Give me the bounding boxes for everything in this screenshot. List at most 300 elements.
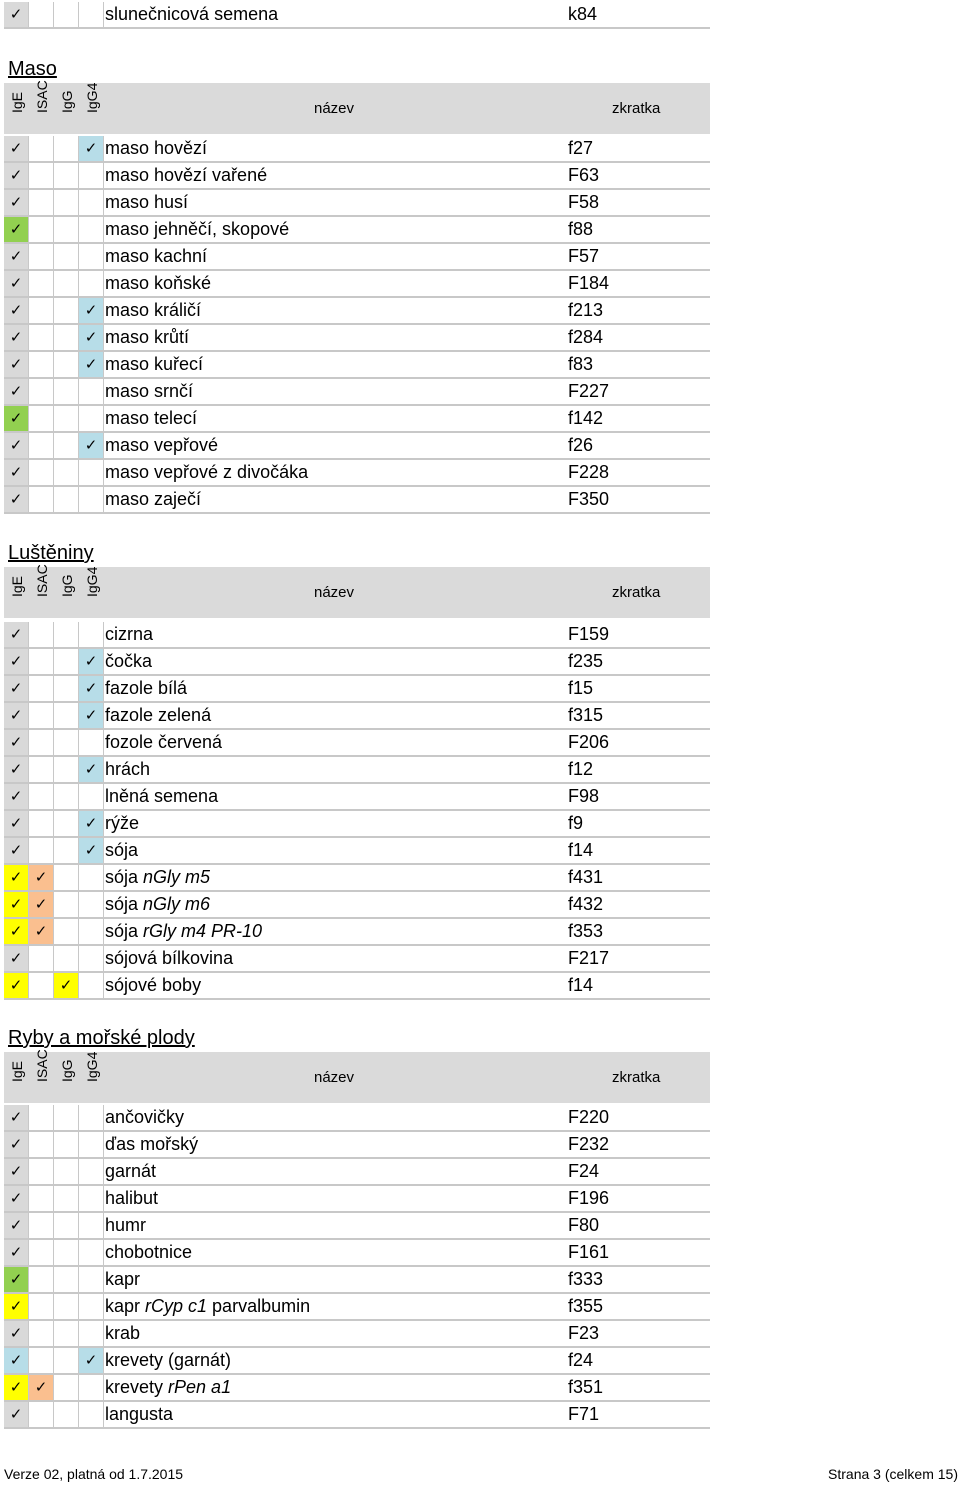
table-row <box>4 973 710 1000</box>
allergen-code: f213 <box>568 300 604 320</box>
allergen-code: F184 <box>568 273 610 293</box>
allergen-name: krevety (garnát) <box>105 1350 232 1370</box>
cell-igg <box>54 298 79 323</box>
cell-igg <box>54 703 79 728</box>
cell-isac <box>29 1402 54 1427</box>
allergen-code: f9 <box>568 813 584 833</box>
cell-igg4 <box>79 946 104 971</box>
check-ige-icon: ✓ <box>4 1321 29 1346</box>
header-code: zkratka <box>612 584 661 601</box>
cell-isac <box>29 352 54 377</box>
check-ige-icon: ✓ <box>4 919 29 944</box>
table-row <box>4 190 710 217</box>
cell-isac <box>29 244 54 269</box>
check-ige-icon: ✓ <box>4 1402 29 1427</box>
table-row <box>4 136 710 163</box>
cell-isac <box>29 1348 54 1373</box>
allergen-code: f27 <box>568 138 594 158</box>
check-ige-icon: ✓ <box>4 2 29 27</box>
cell-igg4 <box>79 2 104 27</box>
table-row <box>4 460 710 487</box>
header-igg: IgG <box>59 1059 75 1082</box>
cell-igg <box>54 946 79 971</box>
cell-isac <box>29 406 54 431</box>
table-row <box>4 379 710 406</box>
header-igg4: IgG4 <box>84 1051 100 1082</box>
cell-isac <box>29 217 54 242</box>
allergen-name: maso srnčí <box>105 381 194 401</box>
table-row <box>4 1213 710 1240</box>
check-igg4-icon: ✓ <box>79 433 104 458</box>
section-title: Maso <box>8 58 57 80</box>
allergen-name: ďas mořský <box>105 1134 199 1154</box>
check-ige-icon: ✓ <box>4 217 29 242</box>
allergen-code: F227 <box>568 381 610 401</box>
check-igg4-icon: ✓ <box>79 703 104 728</box>
allergen-code: F196 <box>568 1188 610 1208</box>
check-ige-icon: ✓ <box>4 1105 29 1130</box>
allergen-code: F58 <box>568 192 600 212</box>
table-row <box>4 838 710 865</box>
allergen-name: maso kachní <box>105 246 208 266</box>
table-row <box>4 298 710 325</box>
check-igg4-icon: ✓ <box>79 811 104 836</box>
cell-igg <box>54 433 79 458</box>
cell-igg4 <box>79 244 104 269</box>
header-isac: ISAC <box>34 1049 50 1082</box>
table-row <box>4 757 710 784</box>
allergen-name: humr <box>105 1215 147 1235</box>
table-row <box>4 163 710 190</box>
table-row <box>4 946 710 973</box>
check-igg4-icon: ✓ <box>79 757 104 782</box>
cell-isac <box>29 1294 54 1319</box>
cell-igg <box>54 1402 79 1427</box>
check-ige-icon: ✓ <box>4 190 29 215</box>
allergen-name: maso zaječí <box>105 489 202 509</box>
allergen-name: krab <box>105 1323 141 1343</box>
table-row <box>4 676 710 703</box>
header-name: název <box>314 100 355 117</box>
header-code: zkratka <box>612 1069 661 1086</box>
check-igg4-icon: ✓ <box>79 649 104 674</box>
cell-igg <box>54 379 79 404</box>
check-igg4-icon: ✓ <box>79 1348 104 1373</box>
allergen-name: sójová bílkovina <box>105 948 234 968</box>
check-ige-icon: ✓ <box>4 1159 29 1184</box>
section-title: Luštěniny <box>8 542 94 564</box>
allergen-code: f12 <box>568 759 594 779</box>
allergen-code: F217 <box>568 948 610 968</box>
cell-igg4 <box>79 730 104 755</box>
allergen-name: sója rGly m4 PR-10 <box>105 921 263 941</box>
table-row <box>4 487 710 514</box>
cell-igg <box>54 352 79 377</box>
check-ige-icon: ✓ <box>4 946 29 971</box>
allergen-code: F57 <box>568 246 600 266</box>
allergen-code: F228 <box>568 462 610 482</box>
cell-isac <box>29 730 54 755</box>
allergen-code: f353 <box>568 921 604 941</box>
allergen-code: f14 <box>568 840 594 860</box>
cell-isac <box>29 136 54 161</box>
cell-igg <box>54 1294 79 1319</box>
allergen-code: f88 <box>568 219 594 239</box>
cell-igg <box>54 1240 79 1265</box>
check-igg4-icon: ✓ <box>79 136 104 161</box>
cell-isac <box>29 379 54 404</box>
check-ige-icon: ✓ <box>4 757 29 782</box>
allergen-name: maso krůtí <box>105 327 190 347</box>
table-row <box>4 271 710 298</box>
cell-igg <box>54 892 79 917</box>
allergen-name: kapr rCyp c1 parvalbumin <box>105 1296 311 1316</box>
check-igg4-icon: ✓ <box>79 676 104 701</box>
table-row <box>4 784 710 811</box>
check-ige-icon: ✓ <box>4 1267 29 1292</box>
cell-igg <box>54 1375 79 1400</box>
cell-isac <box>29 1186 54 1211</box>
cell-igg <box>54 136 79 161</box>
cell-igg <box>54 649 79 674</box>
allergen-code: F159 <box>568 624 610 644</box>
table-row <box>4 1240 710 1267</box>
check-ige-icon: ✓ <box>4 1240 29 1265</box>
check-ige-icon: ✓ <box>4 1186 29 1211</box>
check-ige-icon: ✓ <box>4 379 29 404</box>
cell-igg <box>54 2 79 27</box>
cell-igg4 <box>79 460 104 485</box>
cell-igg4 <box>79 1375 104 1400</box>
cell-isac <box>29 487 54 512</box>
cell-igg4 <box>79 1186 104 1211</box>
cell-igg <box>54 730 79 755</box>
header-code: zkratka <box>612 100 661 117</box>
check-ige-icon: ✓ <box>4 298 29 323</box>
cell-isac <box>29 2 54 27</box>
allergen-code: f26 <box>568 435 594 455</box>
cell-igg <box>54 838 79 863</box>
check-ige-icon: ✓ <box>4 136 29 161</box>
cell-igg <box>54 919 79 944</box>
allergen-name: maso králičí <box>105 300 202 320</box>
allergen-name: fazole bílá <box>105 678 188 698</box>
cell-isac <box>29 703 54 728</box>
allergen-code: f235 <box>568 651 604 671</box>
cell-igg <box>54 1213 79 1238</box>
allergen-name: garnát <box>105 1161 157 1181</box>
cell-isac <box>29 1132 54 1157</box>
allergen-name: langusta <box>105 1404 174 1424</box>
cell-igg <box>54 1186 79 1211</box>
allergen-code: F80 <box>568 1215 600 1235</box>
check-ige-icon: ✓ <box>4 730 29 755</box>
check-ige-icon: ✓ <box>4 1375 29 1400</box>
allergen-code: F350 <box>568 489 610 509</box>
header-isac: ISAC <box>34 80 50 113</box>
check-ige-icon: ✓ <box>4 784 29 809</box>
check-ige-icon: ✓ <box>4 325 29 350</box>
allergen-name: maso hovězí vařené <box>105 165 268 185</box>
allergen-name: krevety rPen a1 <box>105 1377 232 1397</box>
cell-isac <box>29 649 54 674</box>
cell-igg4 <box>79 973 104 998</box>
cell-isac <box>29 946 54 971</box>
table-row <box>4 2 710 29</box>
table-row <box>4 217 710 244</box>
allergen-code: F71 <box>568 1404 600 1424</box>
allergen-code: F161 <box>568 1242 610 1262</box>
allergen-code: f24 <box>568 1350 594 1370</box>
table-row <box>4 1375 710 1402</box>
cell-igg <box>54 271 79 296</box>
check-isac-icon: ✓ <box>29 1375 54 1400</box>
cell-igg <box>54 784 79 809</box>
allergen-name: hrách <box>105 759 151 779</box>
allergen-code: F98 <box>568 786 600 806</box>
table-row <box>4 1105 710 1132</box>
table-row <box>4 865 710 892</box>
check-ige-icon: ✓ <box>4 622 29 647</box>
cell-igg <box>54 1348 79 1373</box>
cell-igg <box>54 460 79 485</box>
allergen-code: F63 <box>568 165 600 185</box>
cell-igg <box>54 325 79 350</box>
header-name: název <box>314 584 355 601</box>
check-ige-icon: ✓ <box>4 271 29 296</box>
table-row <box>4 622 710 649</box>
cell-igg4 <box>79 271 104 296</box>
check-ige-icon: ✓ <box>4 1132 29 1157</box>
header-ige: IgE <box>9 1060 25 1082</box>
cell-isac <box>29 838 54 863</box>
allergen-name: maso vepřové <box>105 435 219 455</box>
allergen-name: sója nGly m5 <box>105 867 211 887</box>
rows <box>4 136 710 514</box>
check-igg4-icon: ✓ <box>79 838 104 863</box>
table-row <box>4 730 710 757</box>
check-ige-icon: ✓ <box>4 865 29 890</box>
table-row <box>4 919 710 946</box>
cell-isac <box>29 1105 54 1130</box>
table-row <box>4 892 710 919</box>
header-isac: ISAC <box>34 564 50 597</box>
allergen-name: maso vepřové z divočáka <box>105 462 309 482</box>
column-header <box>4 80 710 134</box>
check-ige-icon: ✓ <box>4 163 29 188</box>
cell-isac <box>29 325 54 350</box>
allergen-code: k84 <box>568 4 598 24</box>
cell-igg4 <box>79 1402 104 1427</box>
cell-igg4 <box>79 892 104 917</box>
cell-isac <box>29 460 54 485</box>
allergen-name: halibut <box>105 1188 159 1208</box>
check-ige-icon: ✓ <box>4 811 29 836</box>
cell-isac <box>29 271 54 296</box>
table-row <box>4 1294 710 1321</box>
cell-isac <box>29 1267 54 1292</box>
cell-isac <box>29 973 54 998</box>
table-row <box>4 352 710 379</box>
column-header <box>4 564 710 618</box>
cell-igg4 <box>79 1321 104 1346</box>
allergen-name: slunečnicová semena <box>105 4 279 24</box>
check-isac-icon: ✓ <box>29 892 54 917</box>
cell-igg <box>54 811 79 836</box>
cell-igg <box>54 676 79 701</box>
cell-igg4 <box>79 919 104 944</box>
allergen-name: maso hovězí <box>105 138 208 158</box>
header-igg: IgG <box>59 90 75 113</box>
cell-igg4 <box>79 190 104 215</box>
cell-igg4 <box>79 1105 104 1130</box>
allergen-code: f83 <box>568 354 594 374</box>
check-igg4-icon: ✓ <box>79 325 104 350</box>
footer-version: Verze 02, platná od 1.7.2015 <box>4 1466 184 1482</box>
table-row <box>4 811 710 838</box>
header-igg: IgG <box>59 574 75 597</box>
cell-igg <box>54 1159 79 1184</box>
allergen-code: F232 <box>568 1134 610 1154</box>
cell-isac <box>29 811 54 836</box>
check-ige-icon: ✓ <box>4 649 29 674</box>
allergen-name: ančovičky <box>105 1107 185 1127</box>
check-ige-icon: ✓ <box>4 892 29 917</box>
footer-page-number: Strana 3 (celkem 15) <box>828 1466 958 1482</box>
table-row <box>4 649 710 676</box>
allergen-name: maso jehněčí, skopové <box>105 219 290 239</box>
check-ige-icon: ✓ <box>4 244 29 269</box>
section-title: Ryby a mořské plody <box>8 1027 195 1049</box>
cell-igg <box>54 487 79 512</box>
top-row <box>4 2 710 29</box>
cell-igg4 <box>79 622 104 647</box>
check-ige-icon: ✓ <box>4 973 29 998</box>
allergen-code: f432 <box>568 894 604 914</box>
allergen-name: maso koňské <box>105 273 212 293</box>
allergen-name: fozole červená <box>105 732 223 752</box>
cell-isac <box>29 1159 54 1184</box>
allergen-code: F23 <box>568 1323 600 1343</box>
cell-isac <box>29 757 54 782</box>
cell-igg <box>54 622 79 647</box>
cell-igg4 <box>79 379 104 404</box>
allergen-code: f315 <box>568 705 604 725</box>
check-ige-icon: ✓ <box>4 1213 29 1238</box>
check-igg4-icon: ✓ <box>79 352 104 377</box>
cell-igg <box>54 217 79 242</box>
allergen-name: chobotnice <box>105 1242 193 1262</box>
allergen-code: f15 <box>568 678 594 698</box>
allergen-code: f284 <box>568 327 604 347</box>
check-ige-icon: ✓ <box>4 487 29 512</box>
cell-isac <box>29 433 54 458</box>
check-ige-icon: ✓ <box>4 433 29 458</box>
check-ige-icon: ✓ <box>4 1294 29 1319</box>
check-ige-icon: ✓ <box>4 352 29 377</box>
allergen-name: cizrna <box>105 624 154 644</box>
allergen-code: F220 <box>568 1107 610 1127</box>
allergen-code: f351 <box>568 1377 604 1397</box>
table-row <box>4 1186 710 1213</box>
column-header <box>4 1049 710 1103</box>
allergen-code: f431 <box>568 867 604 887</box>
cell-igg4 <box>79 406 104 431</box>
cell-igg4 <box>79 784 104 809</box>
allergen-name: čočka <box>105 651 153 671</box>
allergen-name: maso telecí <box>105 408 198 428</box>
check-igg4-icon: ✓ <box>79 298 104 323</box>
table-row <box>4 1348 710 1375</box>
allergen-code: f333 <box>568 1269 604 1289</box>
cell-igg4 <box>79 1240 104 1265</box>
cell-igg <box>54 190 79 215</box>
cell-igg <box>54 1105 79 1130</box>
cell-igg <box>54 1132 79 1157</box>
cell-isac <box>29 1213 54 1238</box>
header-ige: IgE <box>9 575 25 597</box>
table-row <box>4 406 710 433</box>
allergen-name: sója nGly m6 <box>105 894 211 914</box>
cell-isac <box>29 676 54 701</box>
table-row <box>4 1132 710 1159</box>
allergen-name: kapr <box>105 1269 141 1289</box>
cell-igg4 <box>79 163 104 188</box>
allergen-name: maso kuřecí <box>105 354 204 374</box>
check-ige-icon: ✓ <box>4 838 29 863</box>
table-row <box>4 433 710 460</box>
table-row <box>4 703 710 730</box>
allergen-name: rýže <box>105 813 140 833</box>
cell-isac <box>29 190 54 215</box>
allergen-name: maso husí <box>105 192 189 212</box>
rows <box>4 622 710 1000</box>
cell-igg4 <box>79 1213 104 1238</box>
cell-igg <box>54 1267 79 1292</box>
cell-isac <box>29 784 54 809</box>
allergen-name: fazole zelená <box>105 705 212 725</box>
cell-isac <box>29 163 54 188</box>
check-ige-icon: ✓ <box>4 703 29 728</box>
rows <box>4 1105 710 1429</box>
cell-igg <box>54 1321 79 1346</box>
table-row <box>4 1402 710 1429</box>
allergen-code: f142 <box>568 408 604 428</box>
allergen-name: sója <box>105 840 139 860</box>
allergen-code: f355 <box>568 1296 604 1316</box>
cell-igg <box>54 163 79 188</box>
allergen-code: F24 <box>568 1161 600 1181</box>
check-ige-icon: ✓ <box>4 676 29 701</box>
cell-igg4 <box>79 865 104 890</box>
allergen-code: f14 <box>568 975 594 995</box>
cell-igg4 <box>79 1132 104 1157</box>
check-igg-icon: ✓ <box>54 973 79 998</box>
cell-igg <box>54 757 79 782</box>
cell-igg4 <box>79 1294 104 1319</box>
cell-isac <box>29 1240 54 1265</box>
check-isac-icon: ✓ <box>29 919 54 944</box>
table-row <box>4 244 710 271</box>
cell-isac <box>29 1321 54 1346</box>
cell-isac <box>29 298 54 323</box>
check-ige-icon: ✓ <box>4 460 29 485</box>
cell-igg <box>54 406 79 431</box>
check-isac-icon: ✓ <box>29 865 54 890</box>
check-ige-icon: ✓ <box>4 406 29 431</box>
cell-igg <box>54 244 79 269</box>
table-row <box>4 1321 710 1348</box>
